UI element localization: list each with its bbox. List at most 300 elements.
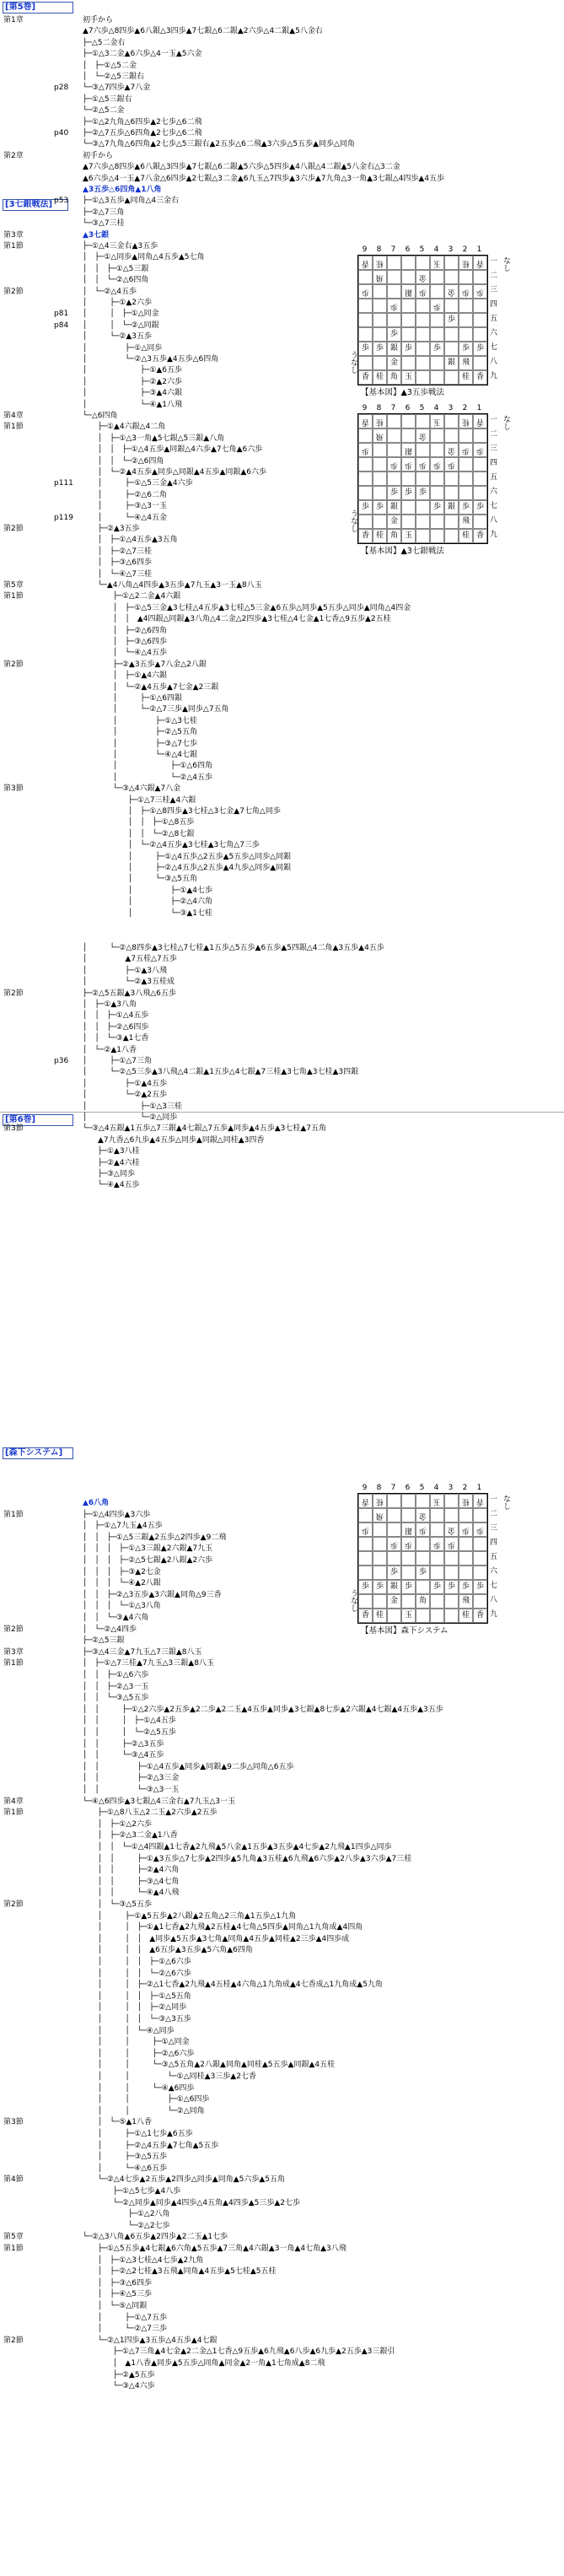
tree-line <box>0 105 564 116</box>
chapter-label: 第2節 <box>3 1625 24 1634</box>
variation-text: │ │ ├─②△3三金 <box>83 1774 180 1783</box>
variation-text: │ │ │ └─③△3五歩 <box>83 2015 191 2024</box>
board-square <box>430 284 444 299</box>
tree-line <box>0 2289 564 2299</box>
board-square: 歩 <box>373 1580 387 1594</box>
tree-line <box>0 2301 564 2311</box>
variation-text: │ │ │ ├─①△5五角 <box>83 1991 191 2001</box>
board-square: 香 <box>358 1609 373 1623</box>
variation-text: │ └─②△4五歩 <box>83 773 212 782</box>
variation-text: ├─②△7三角 <box>83 207 125 217</box>
tree-line <box>0 1000 564 1010</box>
board-square: 歩 <box>430 1580 444 1594</box>
variation-text: │ ├─①▲3八飛 <box>83 966 167 975</box>
board-square: 歩 <box>444 313 459 327</box>
tree-line <box>0 2186 564 2196</box>
board-square: 香 <box>473 370 487 385</box>
variation-text: │ │ └─③▲4六角 <box>83 1614 149 1622</box>
board-square <box>358 356 373 370</box>
board-square: 歩 <box>358 1522 373 1537</box>
board-square: 歩 <box>358 443 373 457</box>
variation-text: ├─①△5五歩▲4七銀▲6六角▲5五歩▲7三角▲4六銀▲3一角▲4七角▲3八飛 <box>83 2245 346 2253</box>
variation-text: │ │ ├─①△4五歩▲同銀△4六歩▲7七角▲6六歩 <box>83 445 263 455</box>
tree-line <box>0 1808 564 1818</box>
tree-line <box>0 908 564 919</box>
board-square <box>401 515 416 529</box>
board-square: 歩 <box>444 1580 459 1594</box>
board-square <box>444 515 459 529</box>
file-label: 4 <box>433 245 439 254</box>
board-square: 歩 <box>430 299 444 313</box>
variation-text: │ │ ├─①△5三銀 <box>83 264 149 273</box>
variation-text: │ ▲7五桂△7五歩 <box>83 955 177 964</box>
board-square <box>387 313 401 327</box>
board-square: 桂 <box>459 529 473 543</box>
board-square: 歩 <box>459 342 473 356</box>
variation-text: │ ├─①▲4七歩 <box>83 886 212 895</box>
page-reference: p28 <box>54 84 69 93</box>
tree-line <box>0 1658 564 1668</box>
board-square <box>358 327 373 342</box>
board-square: 金 <box>416 1508 430 1522</box>
variation-text: ├─△5二金右 <box>83 38 126 47</box>
board-square <box>473 428 487 443</box>
tree-line <box>0 2037 564 2047</box>
board-square: 香 <box>358 414 373 428</box>
tree-line <box>0 1102 564 1112</box>
variation-text: │ └─③△5五角 <box>83 875 197 884</box>
tree-line <box>0 196 564 206</box>
chapter-label: 第1節 <box>3 423 24 432</box>
file-label: 7 <box>390 1484 396 1492</box>
tree-line <box>0 2164 564 2174</box>
board-square <box>416 313 430 327</box>
rank-label: 二 <box>490 1510 498 1518</box>
variation-text: ├─②△5三銀 <box>83 1636 125 1646</box>
board-diagram-3 <box>344 1483 525 1636</box>
tree-line <box>0 1762 564 1772</box>
rank-label: 一 <box>490 416 498 424</box>
variation-text: ▲7九香△6九歩▲4五歩△同歩▲同銀△同桂▲3四香 <box>83 1135 265 1145</box>
variation-text: │ ├─①△6四銀 <box>83 694 182 703</box>
board-square: 歩 <box>459 500 473 515</box>
tree-line <box>0 977 564 987</box>
board-square: 歩 <box>387 486 401 500</box>
rank-label: 二 <box>490 430 498 439</box>
tree-line <box>0 1945 564 1955</box>
tree-line <box>0 1842 564 1852</box>
board-square <box>373 313 387 327</box>
variation-text: │ ├─③△3一玉 <box>83 502 167 511</box>
tree-line <box>0 1900 564 1910</box>
board-square <box>358 1551 373 1566</box>
tree-line <box>0 2026 564 2036</box>
board-square: 香 <box>473 1609 487 1623</box>
variation-text: │ │ ├─①▲3五歩△7七歩▲2四歩▲5九角▲3五桂▲6九飛▲6六歩▲2八歩▲3六歩▲7三桂 <box>83 1854 412 1863</box>
tree-line <box>0 1022 564 1032</box>
variation-text: ├─①▲3八桂 <box>83 1147 140 1156</box>
board-square <box>459 486 473 500</box>
variation-text: │ │ └─③▲1七香 <box>83 1034 149 1043</box>
board-square <box>459 1508 473 1522</box>
board-square: 桂 <box>459 414 473 428</box>
board-square <box>387 414 401 428</box>
board-rank-labels <box>490 1493 497 1624</box>
board-square: 歩 <box>401 342 416 356</box>
tree-line <box>0 603 564 613</box>
chapter-label: 第1節 <box>3 1510 24 1519</box>
shogi-board <box>357 413 488 544</box>
variation-text: │ ├─①△7三角 <box>83 1057 152 1065</box>
variation-text: └─④▲4五歩 <box>83 1181 140 1190</box>
variation-text: ├─①△4四歩▲3六歩 <box>83 1510 151 1519</box>
tree-line <box>0 637 564 647</box>
tree-line <box>0 207 564 218</box>
tree-line <box>0 1854 564 1864</box>
variation-text: └─③△4五銀▲1五歩△7三銀▲4七銀△7五歩▲同歩▲4五歩▲3七桂▲7五角 <box>83 1124 327 1134</box>
volume-label-3-7-gin: [3七銀戦法] <box>3 199 68 211</box>
variation-text: └─④△6四歩▲3七銀△4三金右▲7九玉△3一玉 <box>83 1797 236 1806</box>
board-square <box>387 1551 401 1566</box>
variation-text: └─②△1四歩▲3五歩△4五歩▲4七銀 <box>83 2336 218 2345</box>
board-square: 歩 <box>373 342 387 356</box>
variation-text: │ ├─①△7九玉▲4五歩 <box>83 1522 163 1531</box>
tree-line <box>0 1033 564 1043</box>
sente-hand: うなし <box>349 351 357 374</box>
board-square: 歩 <box>459 284 473 299</box>
variation-text: │ │ └─②△6四角 <box>83 456 164 466</box>
board-square: 香 <box>358 370 373 385</box>
board-square <box>358 299 373 313</box>
file-label: 7 <box>390 404 396 412</box>
tree-line <box>0 1739 564 1749</box>
board-square <box>416 1609 430 1623</box>
board-square <box>430 370 444 385</box>
board-square <box>373 299 387 313</box>
board-square: 香 <box>473 529 487 543</box>
board-square <box>416 327 430 342</box>
board-square: 歩 <box>473 342 487 356</box>
rank-label: 四 <box>490 300 498 309</box>
tree-line <box>0 784 564 794</box>
board-square: 桂 <box>459 256 473 270</box>
board-square: 歩 <box>387 299 401 313</box>
board-square: 歩 <box>401 1580 416 1594</box>
tree-line <box>0 773 564 783</box>
board-square <box>358 313 373 327</box>
board-rank-labels <box>490 255 497 385</box>
board-file-labels <box>344 1483 525 1493</box>
tree-line <box>0 874 564 884</box>
board-square: 玉 <box>401 370 416 385</box>
board-square: 銀 <box>387 1580 401 1594</box>
variation-text: │ ├─②△6二角 <box>83 490 167 499</box>
board-square: 桂 <box>459 1494 473 1508</box>
board-square: 歩 <box>387 1537 401 1551</box>
variation-text: │ │ └─④△同歩 <box>83 2026 175 2035</box>
tree-line <box>0 1819 564 1830</box>
variation-text: │ └─③▲1七桂 <box>83 908 212 918</box>
chapter-label: 第3節 <box>3 1124 24 1134</box>
board-square: 角 <box>387 370 401 385</box>
variation-text: │ └─②△5三歩▲3八飛△4二銀▲1五歩△4七銀▲7三桂▲3七角▲3七桂▲3四銀 <box>83 1068 359 1077</box>
rank-label: 七 <box>490 502 498 510</box>
board-square <box>430 1522 444 1537</box>
tree-line <box>0 162 564 172</box>
board-square <box>387 270 401 284</box>
board-square: 歩 <box>444 1537 459 1551</box>
board-square: 桂 <box>459 370 473 385</box>
tree-line <box>0 2117 564 2127</box>
board-square <box>444 428 459 443</box>
variation-text: │ ├─②△3二金▲1八香 <box>83 1831 178 1840</box>
tree-line <box>0 886 564 896</box>
variation-text: └─②△5二金 <box>83 106 125 116</box>
variation-text: ▲7六歩△8四歩▲6八銀△3四歩▲7七銀△6二銀▲2六歩△4二銀▲5八金右 <box>83 27 323 36</box>
board-square <box>459 428 473 443</box>
variation-text: ├─①△3五歩▲同角△4三金右 <box>83 197 180 206</box>
board-square <box>401 500 416 515</box>
variation-text: └─③△4六歩 <box>83 2382 155 2391</box>
tree-line <box>0 49 564 59</box>
rank-label: 五 <box>490 315 498 323</box>
tree-line <box>0 2060 564 2070</box>
board-square <box>444 370 459 385</box>
board-square <box>401 356 416 370</box>
board-square <box>416 1580 430 1594</box>
variation-text: └─▲4八角△4四歩▲3五歩▲7九玉▲3一玉▲8八玉 <box>83 581 262 590</box>
rank-label: 九 <box>490 372 498 380</box>
variation-text: │ │ └─③△5五歩 <box>83 1694 149 1703</box>
tree-line <box>0 817 564 827</box>
variation-text: │ ├─①△8四歩▲3七桂△3七金▲7七角△同歩 <box>83 807 281 816</box>
file-label: 9 <box>362 245 368 254</box>
variation-text: └─②△2七歩 <box>83 2221 170 2230</box>
variation-text: └─③△7九角△6四角▲2七歩△5三銀右▲2五歩△6二飛▲3六歩△5五歩▲同歩△同角 <box>83 140 355 149</box>
chapter-label: 第1節 <box>3 1808 24 1818</box>
rank-label: 三 <box>490 1524 498 1533</box>
tree-line <box>0 2209 564 2219</box>
variation-text: ├─①△7三角▲4七金▲2二金△1七香△9五歩▲6九飛▲6八歩▲6九歩▲2五歩▲3三銀引 <box>83 2347 395 2357</box>
board-square: 桂 <box>373 370 387 385</box>
tree-line <box>0 1716 564 1726</box>
variation-text: │ │ ├─②△6六歩 <box>83 2049 195 2058</box>
board-square <box>459 1551 473 1566</box>
board-square: 歩 <box>430 500 444 515</box>
board-square: 銀 <box>387 500 401 515</box>
tree-line <box>0 1750 564 1760</box>
board-square: 歩 <box>473 500 487 515</box>
variation-text: ├─①△5七歩▲4八歩 <box>83 2187 181 2196</box>
tree-line <box>0 863 564 873</box>
board-square <box>373 327 387 342</box>
board-square <box>444 529 459 543</box>
chapter-label: 第1節 <box>3 2245 24 2253</box>
variation-text: ├─①△4三金右▲3五歩 <box>83 242 158 251</box>
variation-text: │ ├─③▲4六銀 <box>83 389 182 398</box>
board-square: 玉 <box>401 1609 416 1623</box>
tree-line <box>0 1124 564 1134</box>
board-square: 歩 <box>430 342 444 356</box>
sente-hand: うなし <box>349 509 357 532</box>
variation-text: │ ├─①△5三金▲4六歩 <box>83 479 193 488</box>
board-square: 歩 <box>387 1566 401 1580</box>
board-square <box>473 1566 487 1580</box>
tree-line <box>0 1169 564 1179</box>
variation-text: │ │ │ ├─③▲2七金 <box>83 1567 161 1576</box>
tree-line <box>0 1670 564 1680</box>
board-square: 玉 <box>401 529 416 543</box>
page-reference: p119 <box>54 513 73 522</box>
tree-line <box>0 897 564 907</box>
tree-line <box>0 2370 564 2380</box>
variation-text: └─②△4七歩▲2五歩▲2四歩△同歩▲同角▲5六歩▲5五角 <box>83 2175 285 2185</box>
variation-text: │ └─②▲2五歩 <box>83 1091 167 1100</box>
board-square <box>373 356 387 370</box>
board-square <box>444 1551 459 1566</box>
shogi-board <box>357 1493 488 1624</box>
board-square: 飛 <box>459 515 473 529</box>
rank-label: 六 <box>490 1567 498 1576</box>
variation-text: │ ├─①△7五歩 <box>83 2313 167 2322</box>
board-caption: 【基本図】▲3七銀戦法 <box>361 547 444 556</box>
board-square <box>373 1551 387 1566</box>
chapter-label: 第2章 <box>3 151 24 160</box>
tree-line <box>0 1797 564 1807</box>
board-square <box>444 486 459 500</box>
board-square <box>430 472 444 486</box>
variation-text: │ ├─②△6四角 <box>83 626 167 635</box>
tree-line <box>0 1010 564 1021</box>
board-square: 飛 <box>459 1594 473 1609</box>
board-caption: 【基本図】森下システム <box>361 1626 449 1636</box>
board-square <box>373 515 387 529</box>
variation-text: │ └─②△同歩 <box>83 1113 178 1122</box>
board-square: 香 <box>358 1494 373 1508</box>
board-square <box>473 1594 487 1609</box>
tree-line <box>0 1785 564 1795</box>
tree-line <box>0 2244 564 2254</box>
variation-text: │ │ │ ├─①△4五歩 <box>83 1716 176 1726</box>
chapter-label: 第3章 <box>3 1647 24 1657</box>
board-square: 香 <box>473 256 487 270</box>
tree-line <box>0 558 564 568</box>
board-square <box>473 356 487 370</box>
variation-text: │ │ ├─②△1七香▲2九飛▲4五桂▲4六角△1九角成▲4七香成△1九角成▲5九角 <box>83 1981 383 1990</box>
tree-line <box>0 569 564 579</box>
board-square: 玉 <box>430 1494 444 1508</box>
board-square <box>373 1594 387 1609</box>
variation-text: │ │ └─①△4四銀▲1七香▲2九飛▲5八金▲1五歩▲3五歩▲4七歩▲2九飛▲1四歩△同歩 <box>83 1843 392 1851</box>
board-square: 銀 <box>401 284 416 299</box>
variation-text: ├─①△2九角△6四歩▲2七歩△6二飛 <box>83 117 202 127</box>
variation-text: │ ├─①▲6五歩 <box>83 366 182 375</box>
board-square <box>416 515 430 529</box>
board-square <box>387 1522 401 1537</box>
board-square <box>473 299 487 313</box>
variation-text: │ └─②△4五歩▲3七桂▲3七角△7三歩 <box>83 841 260 850</box>
board-square <box>416 1494 430 1508</box>
variation-text: │ └─④△7三桂 <box>83 569 152 579</box>
variation-text: ├─①▲4六銀△4二角 <box>83 423 166 432</box>
board-square <box>401 313 416 327</box>
rank-label: 七 <box>490 1582 498 1590</box>
board-square <box>416 256 430 270</box>
tree-line <box>0 72 564 82</box>
rank-label: 九 <box>490 531 498 539</box>
chapter-label: 第5章 <box>3 2233 24 2242</box>
board-square: 歩 <box>416 1566 430 1580</box>
board-square <box>401 270 416 284</box>
chapter-label: 第2節 <box>3 1900 24 1909</box>
board-square <box>358 1566 373 1580</box>
board-square <box>444 1609 459 1623</box>
rank-label: 四 <box>490 1539 498 1547</box>
board-square: 銀 <box>444 356 459 370</box>
board-square <box>387 472 401 486</box>
board-square: 歩 <box>358 284 373 299</box>
board-square <box>473 327 487 342</box>
rank-label: 四 <box>490 459 498 467</box>
board-square <box>416 472 430 486</box>
tree-line <box>0 2152 564 2162</box>
tree-line <box>0 128 564 138</box>
chapter-label: 第1節 <box>3 1659 24 1668</box>
variation-text: │ │ ├─②△3五歩 <box>83 1739 164 1749</box>
variation-text: │ │ ├─②△6四歩 <box>83 1022 149 1032</box>
board-square <box>430 515 444 529</box>
board-square <box>387 1508 401 1522</box>
variation-text: │ │ ├─①△6四歩 <box>83 2095 210 2104</box>
variation-highlight: ▲3五歩△6四角▲1八角 <box>83 186 162 194</box>
variation-text: │ ├─①▲4五歩 <box>83 1079 167 1088</box>
tree-line <box>0 1957 564 1967</box>
chapter-label: 第1節 <box>3 592 24 601</box>
chapter-label: 第1章 <box>3 16 24 24</box>
tree-line <box>0 61 564 71</box>
board-square <box>387 443 401 457</box>
tree-line <box>0 671 564 681</box>
variation-text: │ └─④△6五歩 <box>83 2164 167 2173</box>
board-square <box>430 443 444 457</box>
tree-line <box>0 852 564 862</box>
tree-line <box>0 2255 564 2266</box>
tree-line <box>0 2049 564 2059</box>
tree-line <box>0 2313 564 2323</box>
file-label: 3 <box>448 1484 454 1492</box>
board-square: 香 <box>473 1494 487 1508</box>
tree-line <box>0 716 564 726</box>
tree-line <box>0 1158 564 1168</box>
variation-text: │ │ └─③△4五歩 <box>83 1751 164 1760</box>
board-square <box>358 486 373 500</box>
board-square <box>459 472 473 486</box>
variation-text: │ ├─③△6四歩 <box>83 558 152 568</box>
tree-line <box>0 648 564 658</box>
board-square: 飛 <box>373 428 387 443</box>
board-square: 金 <box>387 515 401 529</box>
tree-line <box>0 989 564 999</box>
variation-text: └─③△7四歩▲7八金 <box>83 84 151 93</box>
chapter-label: 第4節 <box>3 2175 24 2185</box>
board-square: 歩 <box>401 457 416 472</box>
board-square <box>358 472 373 486</box>
variation-text: │ ├─②△4五歩▲7七角▲5五歩 <box>83 2141 219 2150</box>
file-label: 8 <box>376 1484 382 1492</box>
variation-highlight: ▲6八角 <box>83 1499 110 1507</box>
board-square <box>459 270 473 284</box>
file-label: 5 <box>419 1484 425 1492</box>
